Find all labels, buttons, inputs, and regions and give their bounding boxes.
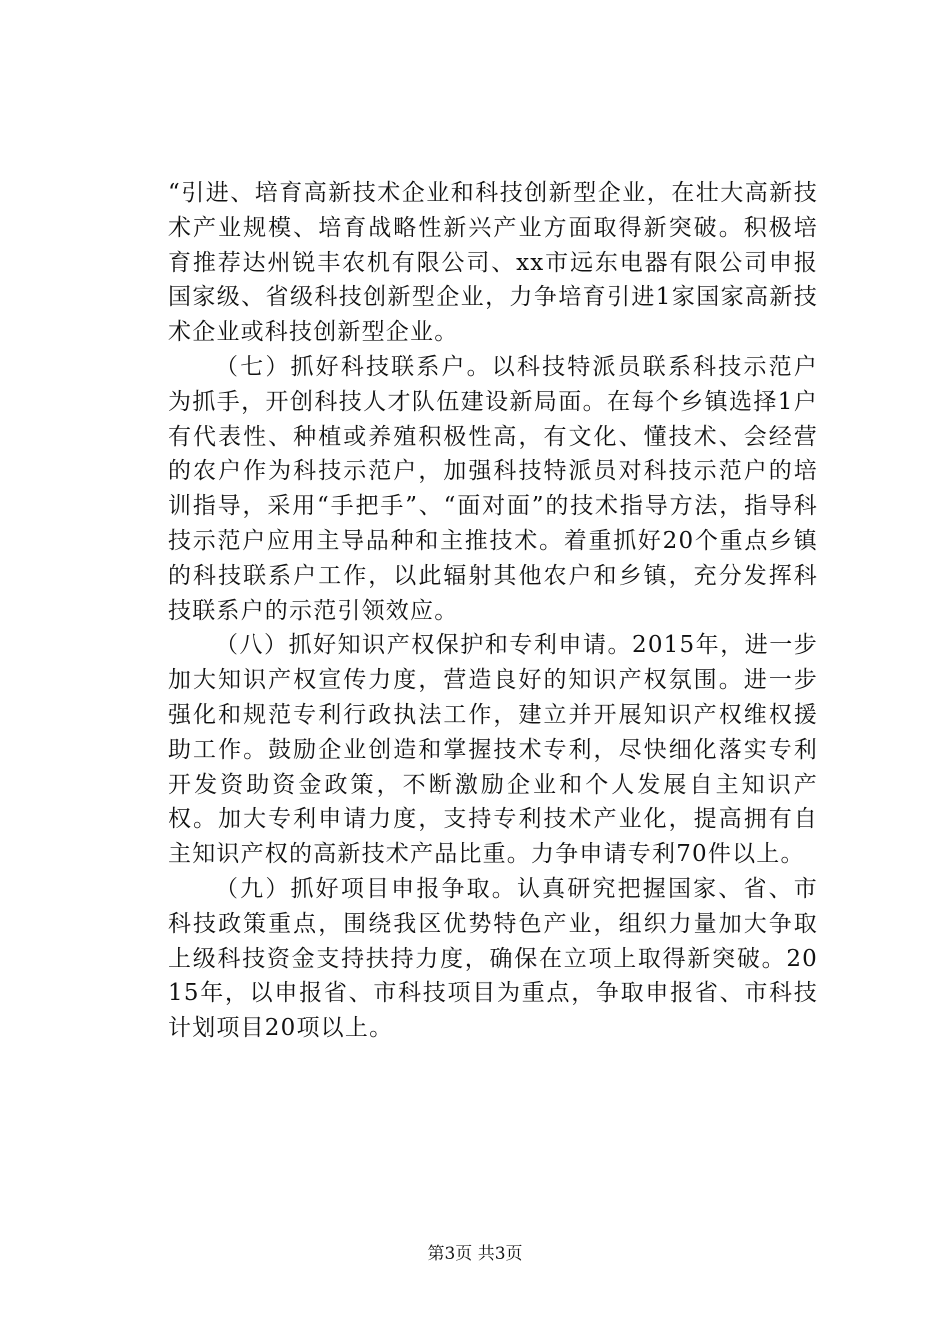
paragraph-section-8: （八）抓好知识产权保护和专利申请。2015年，进一步加大知识产权宣传力度，营造良好的知识产权氛围。进一步强化和规范专利行政执法工作，建立并开展知识产权维权援助工作。鼓励企业创造和掌握技术专利，尽快细化落实专利开发资助资金政策，不断激励企业和个人发展自主知识产权。加大专利申请力度，支持专利技术产业化，提高拥有自主知识产权的高新技术产品比重。力争申请专利70件以上。 bbox=[168, 632, 818, 868]
document-body bbox=[168, 176, 818, 1046]
paragraph-section-7: （七）抓好科技联系户。以科技特派员联系科技示范户为抓手，开创科技人才队伍建设新局面。在每个乡镇选择1户有代表性、种植或养殖积极性高，有文化、懂技术、会经营的农户作为科技示范户，加强科技特派员对科技示范户的培训指导，采用“手把手”、“面对面”的技术指导方法，指导科技示范户应用主导品种和主推技术。着重抓好20个重点乡镇的科技联系户工作，以此辐射其他农户和乡镇，充分发挥科技联系户的示范引领效应。 bbox=[168, 353, 818, 624]
paragraph-continuation: “引进、培育高新技术企业和科技创新型企业，在壮大高新技术产业规模、培育战略性新兴产业方面取得新突破。积极培育推荐达州锐丰农机有限公司、xx市远东电器有限公司申报国家级、省级科技创新型企业，力争培育引进1家国家高新技术企业或科技创新型企业。 bbox=[168, 180, 818, 346]
paragraph-section-9: （九）抓好项目申报争取。认真研究把握国家、省、市科技政策重点，围绕我区优势特色产业，组织力量加大争取上级科技资金支持扶持力度，确保在立项上取得新突破。2015年，以申报省、市科技项目为重点，争取申报省、市科技计划项目20项以上。 bbox=[168, 875, 818, 1042]
page-footer: 第3页 共3页 bbox=[427, 1244, 523, 1264]
